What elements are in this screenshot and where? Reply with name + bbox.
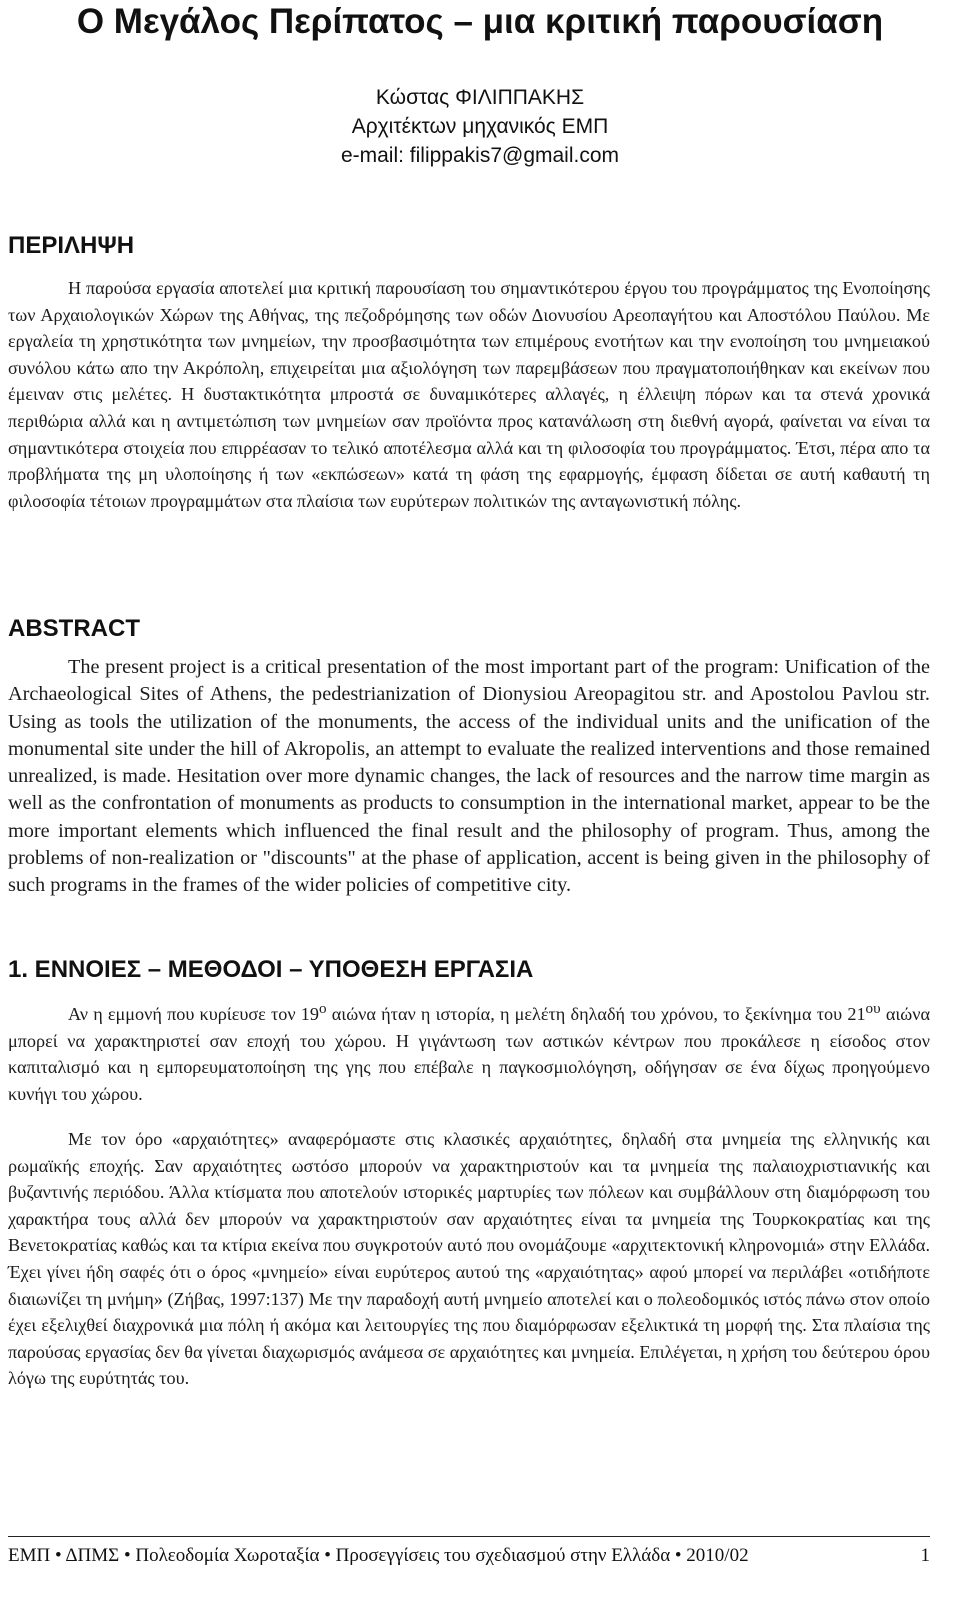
section-1-paragraph-2: Με τον όρο «αρχαιότητες» αναφερόμαστε στις κλασικές αρχαιότητες, δηλαδή στα μνημεία της ελληνικής και ρωμαϊκής εποχής. Σαν αρχαιότητες ωστόσο μπορούν να χαρακτηριστούν και τα μνημεία της παλαιοχριστιανικής και βυζαντινής περιόδου. Άλλα κτίσματα που αποτελούν ιστορικές μαρτυρίες των πόλεων και συμβάλλουν στη διαμόρφωση του χαρακτήρα τους αλλά δεν μπορούν να χαρακτηριστούν σαν αρχαιότητες είναι τα μνημεία της Τουρκοκρατίας και της Βενετοκρατίας καθώς και τα κτίρια εκείνα που συγκροτούν αυτό που ονομάζουμε «αρχιτεκτονική κληρονομιά» στην Ελλάδα. Έχει γίνει ήδη σαφές ότι ο όρος «μνημείο» είναι ευρύτερος αυτού της «αρχαιότητας» αφού μπορεί να περιλάβει «οτιδήποτε διαιωνίζει τη μνήμη» (Ζήβας, 1997:137) Με την παραδοχή αυτή μνημείο αποτελεί και ο πολεοδομικός ιστός πάνω στον οποίο έχει εξελιχθεί διαχρονικά μια πόλη ή ακόμα και λειτουργίες της που διαμόρφωσαν εξελικτικά τη μορφή της. Στα πλαίσια της παρούσας εργασίας δεν θα γίνεται διαχωρισμός ανάμεσα σε αρχαιότητες και μνημεία. Επιλέγεται, η χρήση του δεύτερου όρου λόγω της ευρύτητάς του. [8, 1129, 930, 1389]
superscript-ordinal: ο [319, 1000, 327, 1017]
footer-text: ΕΜΠ • ΔΠΜΣ • Πολεοδομία Χωροταξία • Προσεγγίσεις του σχεδιασμού στην Ελλάδα • 2010/02 [8, 1545, 749, 1566]
author-email[interactable]: e-mail: filippakis7@gmail.com [340, 144, 620, 167]
abstract-paragraph: The present project is a critical presentation of the most important part of the program: Unification of the Archaeological Sites of Athens, the pedestrianization of Dionysiou Areopagitou str. and Apostolou Pavlou str. Using as tools the utilization of the monuments, the access of the individual units and the unification of the monumental site under the hill of Akropolis, an attempt to evaluate the realized interventions and those remained unrealized, is made. Hesitation over more dynamic changes, the lack of resources and the narrow time margin as well as the confrontation of monuments as products to consumption in the international market, appear to be the more important elements which influenced the final result and the philosophy of program. Thus, among the problems of non-realization or "discounts" at the phase of application, accent is being given in the philosophy of such programs in the frames of the wider policies of competitive city. [8, 656, 930, 897]
summary-paragraph: Η παρούσα εργασία αποτελεί μια κριτική παρουσίαση του σημαντικότερου έργου του προγράμματος της Ενοποίησης των Αρχαιολογικών Χώρων της Αθήνας, της πεζοδρόμησης των οδών Διονυσίου Αρεοπαγήτου και Αποστόλου Παύλου. Με εργαλεία τη χρηστικότητα των μνημείων, την προσβασιμότητα των επιμέρους ενοτήτων και την ενοποίηση του μνημειακού συνόλου κάτω απο την Ακρόπολη, επιχειρείται μια αξιολόγηση των παρεμβάσεων που πραγματοποιήθηκαν και εκείνων που έμειναν στις μελέτες. Η δυστακτικότητα μπροστά σε δυναμικότερες αλλαγές, η έλλειψη πόρων και τα στενά χρονικά περιθώρια αλλά και η αντιμετώπιση των μνημείων σαν προϊόντα προς κατανάλωση στη διεθνή αγορά, φαίνεται να είναι τα σημαντικότερα στοιχεία που επιρρέασαν το τελικό αποτέλεσμα αλλά και τη φιλοσοφία του προγράμματος. Έτσι, πέρα απο τα προβλήματα της μη υλοποίησης ή των «εκπώσεων» κατά τη φάση της εφαρμογής, έμφαση δίδεται σε αυτή καθαυτή τη φιλοσοφία τέτοιων προγραμμάτων στα πλαίσια των ευρύτερων πολιτικών της ανταγωνιστική πόλης. [8, 278, 930, 511]
paper-title: Ο Μεγάλος Περίπατος – μια κριτική παρουσίαση [76, 2, 884, 41]
text-run: αιώνα μπορεί να χαρακτηριστεί σαν εποχή του χώρου. Η γιγάντωση των αστικών κέντρων που προκάλεσε η είσοδος στον καπιταλισμό και η εμπορευματοποίηση της γης που επέβαλε η παγκοσμιολόγηση, οδήγησαν σε ένα δίχως προηγούμενο κυνήγι του χώρου. [8, 1004, 930, 1104]
author-role: Αρχιτέκτων μηχανικός ΕΜΠ [351, 115, 609, 138]
text-run: Αν η εμμονή που κυρίευσε τον 19 [68, 1004, 319, 1025]
section-1-heading: 1. ΕΝΝΟΙΕΣ – ΜΕΘΟΔΟΙ – ΥΠΟΘΕΣΗ ΕΡΓΑΣΙΑ [8, 956, 534, 983]
section-1-paragraph-1 [8, 996, 930, 1107]
page-footer [8, 1542, 930, 1570]
abstract-heading: ABSTRACT [8, 615, 140, 642]
author-name: Κώστας ΦΙΛΙΠΠΑΚΗΣ [375, 86, 585, 109]
superscript-ordinal: ου [865, 1000, 881, 1017]
text-run: αιώνα ήταν η ιστορία, η μελέτη δηλαδή του χρόνου, το ξεκίνημα του 21 [326, 1004, 866, 1025]
summary-heading: ΠΕΡΙΛΗΨΗ [8, 232, 135, 259]
page-number: 1 [920, 1545, 930, 1566]
author-block [0, 83, 960, 170]
footer-divider [8, 1536, 930, 1537]
